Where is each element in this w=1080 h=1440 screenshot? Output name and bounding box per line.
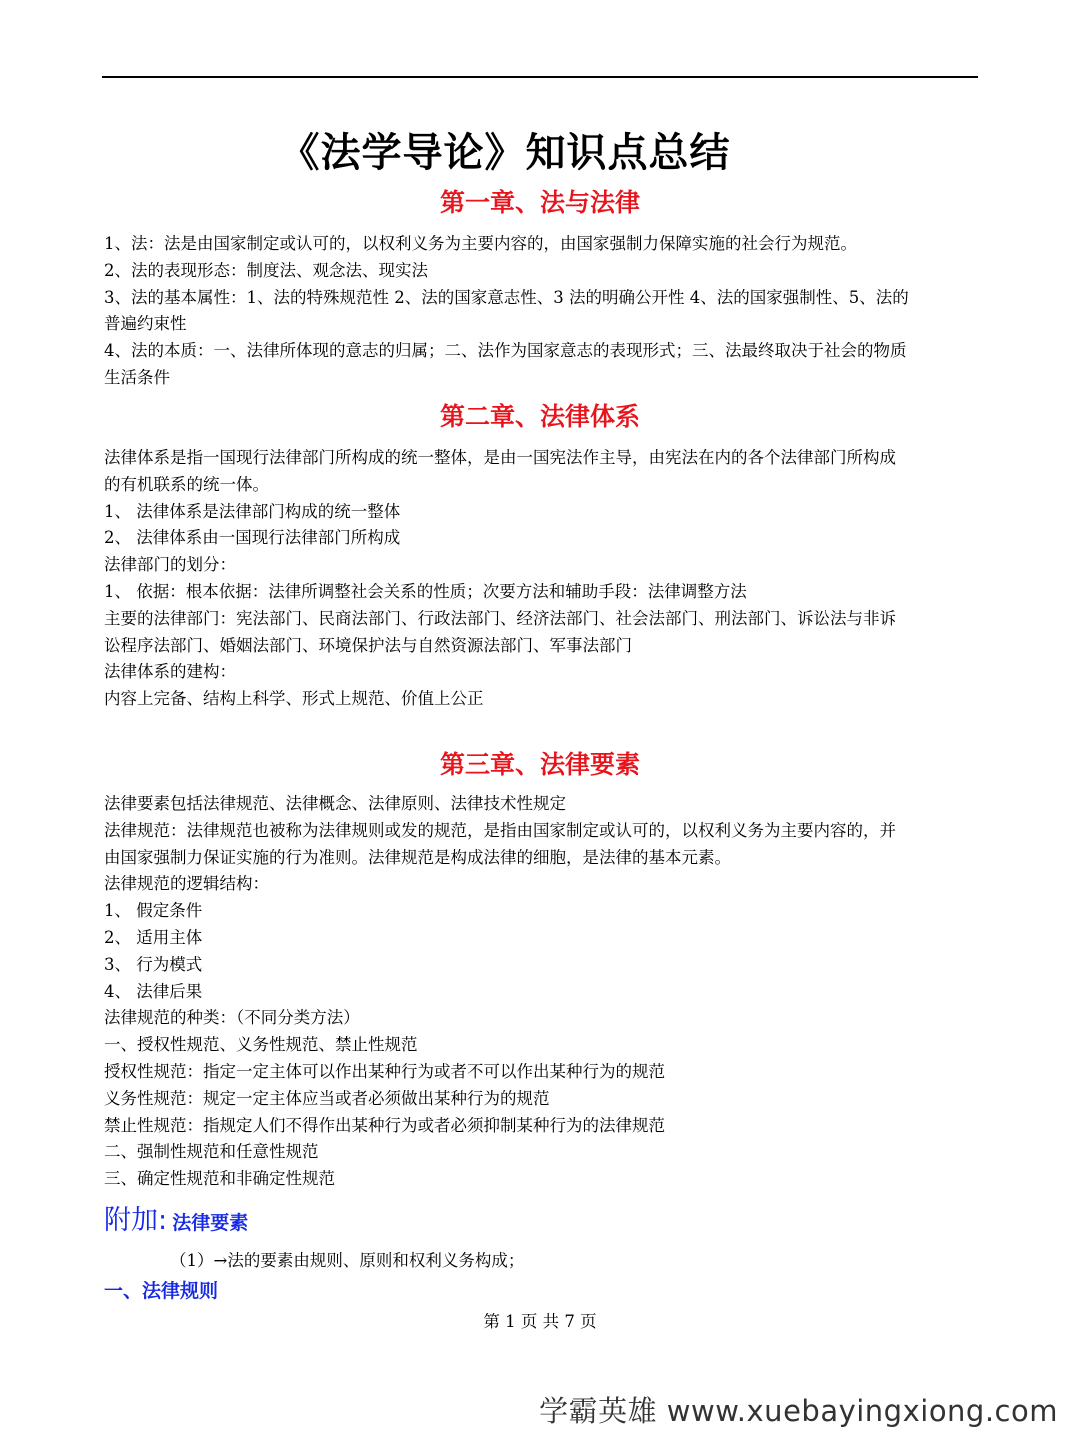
text-line: 1、 依据：根本依据：法律所调整社会关系的性质；次要方法和辅助手段：法律调整方法 xyxy=(104,581,747,601)
text-line: 1、 法律体系是法律部门构成的统一整体 xyxy=(104,501,401,521)
section-heading-legal-rules: 一、法律规则 xyxy=(104,1280,219,1302)
text-line: 3、 行为模式 xyxy=(104,954,203,974)
chapter-1-body xyxy=(104,231,974,392)
chapter-3-body xyxy=(104,791,974,1193)
header-rule xyxy=(102,76,978,78)
text-line: 法律规范：法律规范也被称为法律规则或发的规范，是指由国家制定或认可的，以权利义务为主要内容的，并 xyxy=(104,820,896,840)
text-line: 2、 适用主体 xyxy=(104,927,203,947)
text-line: 2、法的表现形态：制度法、观念法、现实法 xyxy=(104,260,428,280)
text-line: 义务性规范：规定一定主体应当或者必须做出某种行为的规范 xyxy=(104,1088,550,1108)
text-line: 4、 法律后果 xyxy=(104,981,203,1001)
text-line: 1、法：法是由国家制定或认可的，以权利义务为主要内容的，由国家强制力保障实施的社会行为规范。 xyxy=(104,234,857,253)
text-line: 法律规范的逻辑结构： xyxy=(104,874,269,894)
chapter-1-heading: 第一章、法与法律 xyxy=(439,188,640,217)
text-line: 法律要素包括法律规范、法律概念、法律原则、法律技术性规定 xyxy=(104,794,566,813)
text-line: 法律体系是指一国现行法律部门所构成的统一整体，是由一国宪法作主导，由宪法在内的各个法律部门所构成 xyxy=(104,448,896,467)
text-line: 4、法的本质：一、法律所体现的意志的归属；二、法作为国家意志的表现形式；三、法最终取决于社会的物质 xyxy=(104,341,907,361)
appendix-title: 法律要素 xyxy=(172,1212,249,1234)
text-line: 二、强制性规范和任意性规范 xyxy=(104,1142,319,1162)
appendix-point: （1）→法的要素由规则、原则和权利义务构成； xyxy=(170,1251,525,1270)
appendix-heading xyxy=(104,1202,248,1243)
text-line: 三、确定性规范和非确定性规范 xyxy=(104,1169,335,1189)
text-line: 内容上完备、结构上科学、形式上规范、价值上公正 xyxy=(104,689,484,709)
appendix-label: 附加: xyxy=(104,1205,168,1236)
text-line: 授权性规范：指定一定主体可以作出某种行为或者不可以作出某种行为的规范 xyxy=(104,1061,665,1081)
document-title: 《法学导论》知识点总结 xyxy=(279,130,731,176)
text-line: 讼程序法部门、婚姻法部门、环境保护法与自然资源法部门、军事法部门 xyxy=(104,635,632,655)
text-line: 1、 假定条件 xyxy=(104,901,203,921)
text-line: 普遍约束性 xyxy=(104,314,187,334)
text-line: 法律体系的建构： xyxy=(104,662,236,682)
chapter-2-body xyxy=(104,445,974,713)
text-line: 3、法的基本属性：1、法的特殊规范性 2、法的国家意志性、3 法的明确公开性 4、法的国家强制性、5、法的 xyxy=(104,287,909,307)
text-line: 2、 法律体系由一国现行法律部门所构成 xyxy=(104,528,401,548)
page-number: 第 1 页 共 7 页 xyxy=(483,1312,597,1331)
text-line: 的有机联系的统一体。 xyxy=(104,474,269,494)
chapter-2-heading: 第二章、法律体系 xyxy=(439,402,640,431)
text-line: 一、授权性规范、义务性规范、禁止性规范 xyxy=(104,1035,418,1055)
text-line: 主要的法律部门：宪法部门、民商法部门、行政法部门、经济法部门、社会法部门、刑法部门、诉讼法与非诉 xyxy=(104,608,896,628)
text-line: 法律部门的划分： xyxy=(104,555,236,575)
text-line: 生活条件 xyxy=(104,367,170,387)
text-line: 由国家强制力保证实施的行为准则。法律规范是构成法律的细胞，是法律的基本元素。 xyxy=(104,847,731,867)
chapter-3-heading: 第三章、法律要素 xyxy=(439,750,640,779)
site-watermark: 学霸英雄 www.xuebayingxiong.com xyxy=(539,1394,1058,1428)
text-line: 禁止性规范：指规定人们不得作出某种行为或者必须抑制某种行为的法律规范 xyxy=(104,1115,665,1135)
text-line: 法律规范的种类：（不同分类方法） xyxy=(104,1008,360,1028)
